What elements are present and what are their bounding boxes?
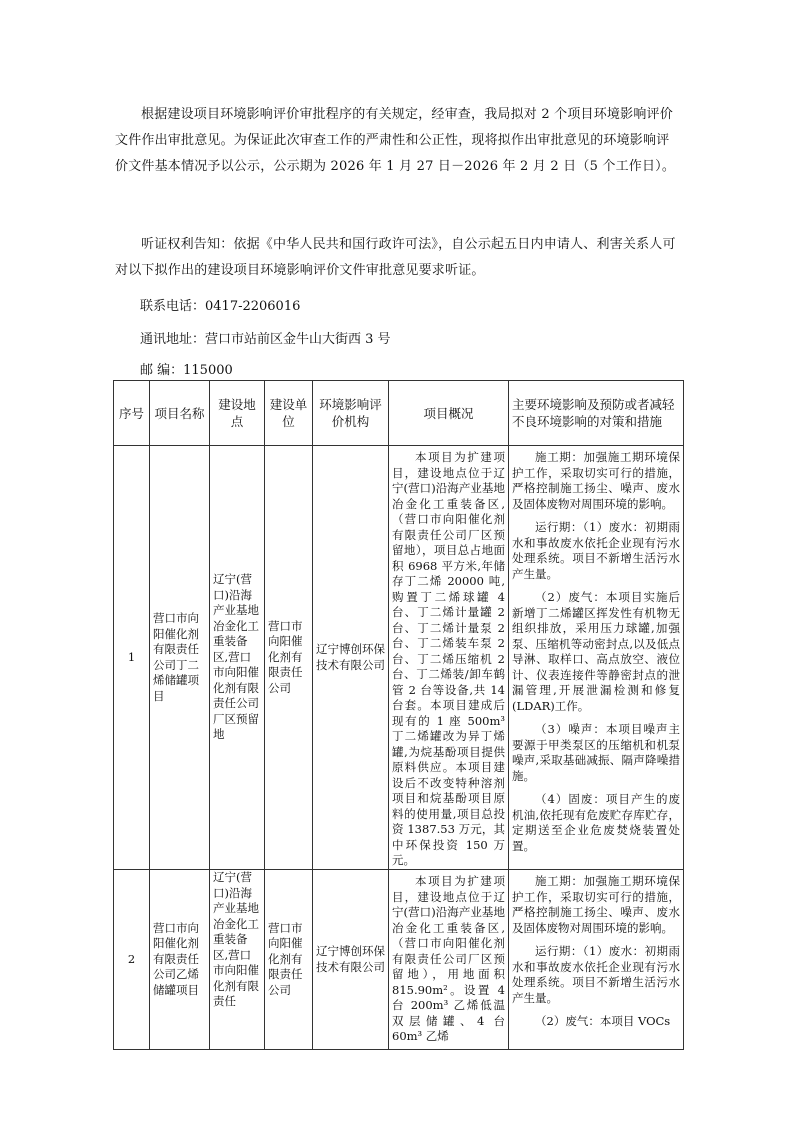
table-row	[114, 446, 684, 870]
measure-item: 运行期：（1）废水：初期雨水和事故废水依托企业现有污水处理系统。项目不新增生活污水产生量。	[512, 944, 680, 1005]
notice-paragraph-hearing: 听证权利告知：依据《中华人民共和国行政许可法》，自公示起五日内申请人、利害关系人可对以下拟作出的建设项目环境影响评价文件审批意见要求听证。	[115, 237, 676, 278]
contact-postcode: 邮 编：115000	[140, 363, 233, 378]
measure-item: （3）噪声：本项目噪声主要源于甲类泵区的压缩机和机泵噪声,采取基础减振、隔声降噪措施。	[512, 722, 680, 783]
measure-item: 运行期：（1）废水：初期雨水和事故废水依托企业现有污水处理系统。项目不新增生活污水产生量。	[512, 520, 680, 581]
table-row	[114, 870, 684, 1050]
row-summary: 本项目为扩建项目，建设地点位于辽宁(营口)沿海产业基地冶金化工重装备区,（营口市向阳催化剂有限责任公司厂区预留地），用地面积 815.90m²。设置 4 台 200m³ 乙烯低温双层储罐、4 台 60m³ 乙烯	[389, 870, 509, 1050]
row-agency: 辽宁博创环保技术有限公司	[313, 870, 389, 1050]
project-table	[113, 380, 684, 1050]
row-project-name: 营口市向阳催化剂有限责任公司乙烯储罐项目	[150, 870, 210, 1050]
row-measures	[509, 446, 684, 870]
header-measures: 主要环境影响及预防或者减轻不良环境影响的对策和措施	[509, 381, 684, 446]
header-summary: 项目概况	[389, 381, 509, 446]
measure-item: （2）废气：本项目 VOCs	[535, 1014, 671, 1028]
measure-item: （4）固废：项目产生的废机油,依托现有危废贮存库贮存，定期送至企业危废焚烧装置处置。	[512, 792, 680, 853]
row-measures	[509, 870, 684, 1050]
row-unit: 营口市向阳催化剂有限责任公司	[265, 446, 313, 870]
contact-address: 通讯地址：营口市站前区金牛山大街西 3 号	[140, 332, 391, 347]
measure-item: 施工期：加强施工期环境保护工作，采取切实可行的措施，严格控制施工扬尘、噪声、废水及固体废物对周围环境的影响。	[512, 874, 680, 935]
measure-item: （2）废气：本项目实施后新增丁二烯罐区挥发性有机物无组织排放，采用压力球罐,加强泵、压缩机等动密封点,以及低点导淋、取样口、高点放空、液位计、仪表连接件等静密封点的泄漏管理,开展泄漏检测和修复(LDAR)工作。	[512, 590, 680, 713]
row-site: 辽宁(营口)沿海产业基地冶金化工重装备区,营口市向阳催化剂有限责任	[210, 870, 265, 1050]
header-unit: 建设单位	[265, 381, 313, 446]
header-project-name: 项目名称	[150, 381, 210, 446]
row-project-name: 营口市向阳催化剂有限责任公司丁二烯储罐项目	[150, 446, 210, 870]
measure-item: 施工期：加强施工期环境保护工作，采取切实可行的措施，严格控制施工扬尘、噪声、废水及固体废物对周围环境的影响。	[512, 450, 680, 511]
notice-paragraph-intro: 根据建设项目环境影响评价审批程序的有关规定，经审查，我局拟对 2 个项目环境影响评价文件作出审批意见。为保证此次审查工作的严肃性和公正性，现将拟作出审批意见的环境影响评价文件基本情况予以公示，公示期为 2026 年 1 月 27 日－2026 年 2 月 2 日（5 个工作日）。	[115, 107, 676, 174]
header-no: 序号	[114, 381, 150, 446]
header-agency: 环境影响评价机构	[313, 381, 389, 446]
row-unit: 营口市向阳催化剂有限责任公司	[265, 870, 313, 1050]
contact-phone: 联系电话：0417-2206016	[140, 299, 301, 314]
header-site: 建设地点	[210, 381, 265, 446]
row-agency: 辽宁博创环保技术有限公司	[313, 446, 389, 870]
row-site: 辽宁(营口)沿海产业基地冶金化工重装备区,营口市向阳催化剂有限责任公司厂区预留地	[210, 446, 265, 870]
row-summary: 本项目为扩建项目，建设地点位于辽宁(营口)沿海产业基地冶金化工重装备区,（营口市向阳催化剂有限责任公司厂区预留地），项目总占地面积 6968 平方米,年储存丁二烯 20000 吨,购置丁二烯球罐 4 台、丁二烯计量罐 2 台、丁二烯计量泵 2 台、丁二烯装车泵 2 台、丁二烯压缩机 2 台、丁二烯装/卸车鹤管 2 台等设备,共 14 台套。本项目建成后现有的 1 座 500m³ 丁二烯罐改为异丁烯罐,为烷基酚项目提供原料供应。本项目建设后不改变特种溶剂项目和烷基酚项目原料的使用量,项目总投资 1387.53 万元，其中环保投资 150 万元。	[389, 446, 509, 870]
row-no: 2	[114, 870, 150, 1050]
table-header-row	[114, 381, 684, 446]
row-no: 1	[114, 446, 150, 870]
